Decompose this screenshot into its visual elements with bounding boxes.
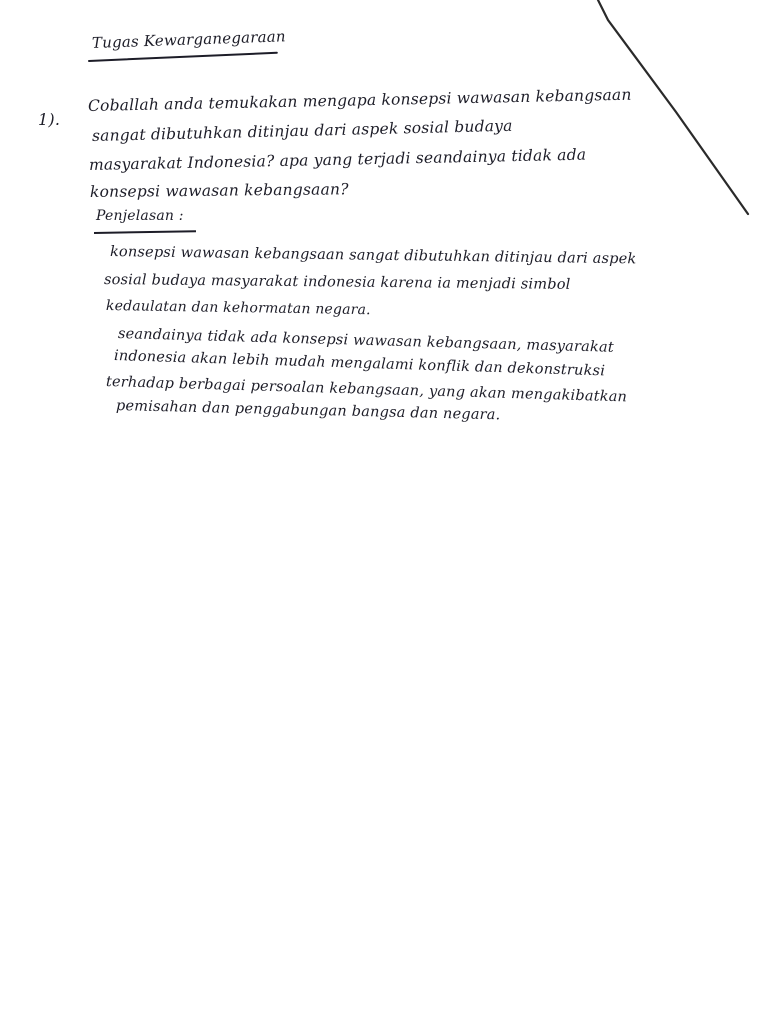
question-line-3: masyarakat Indonesia? apa yang terjadi seandainya tidak ada [88, 145, 587, 174]
question-number: 1). [38, 110, 61, 129]
question-line-1: Coballah anda temukakan mengapa konsepsi wawasan kebangsaan [87, 85, 632, 115]
answer-line-5: indonesia akan lebih mudah mengalami konflik dan dekonstruksi [113, 348, 606, 380]
answer-line-4: seandainya tidak ada konsepsi wawasan kebangsaan, masyarakat [117, 326, 615, 356]
answer-line-2: sosial budaya masyarakat indonesia karena ia menjadi simbol [103, 272, 571, 293]
assignment-title: Tugas Kewarganegaraan [91, 27, 287, 52]
question-line-2: sangat dibutuhkan ditinjau dari aspek sosial budaya [91, 116, 513, 145]
answer-label: Penjelasan : [96, 208, 184, 224]
answer-line-7: pemisahan dan penggabungan bangsa dan negara. [115, 398, 501, 424]
answer-line-3: kedaulatan dan kehormatan negara. [105, 298, 371, 319]
answer-line-1: konsepsi wawasan kebangsaan sangat dibutuhkan ditinjau dari aspek [109, 244, 637, 268]
answer-line-6: terhadap berbagai persoalan kebangsaan, yang akan mengakibatkan [105, 374, 628, 406]
question-line-4: konsepsi wawasan kebangsaan? [89, 180, 349, 201]
